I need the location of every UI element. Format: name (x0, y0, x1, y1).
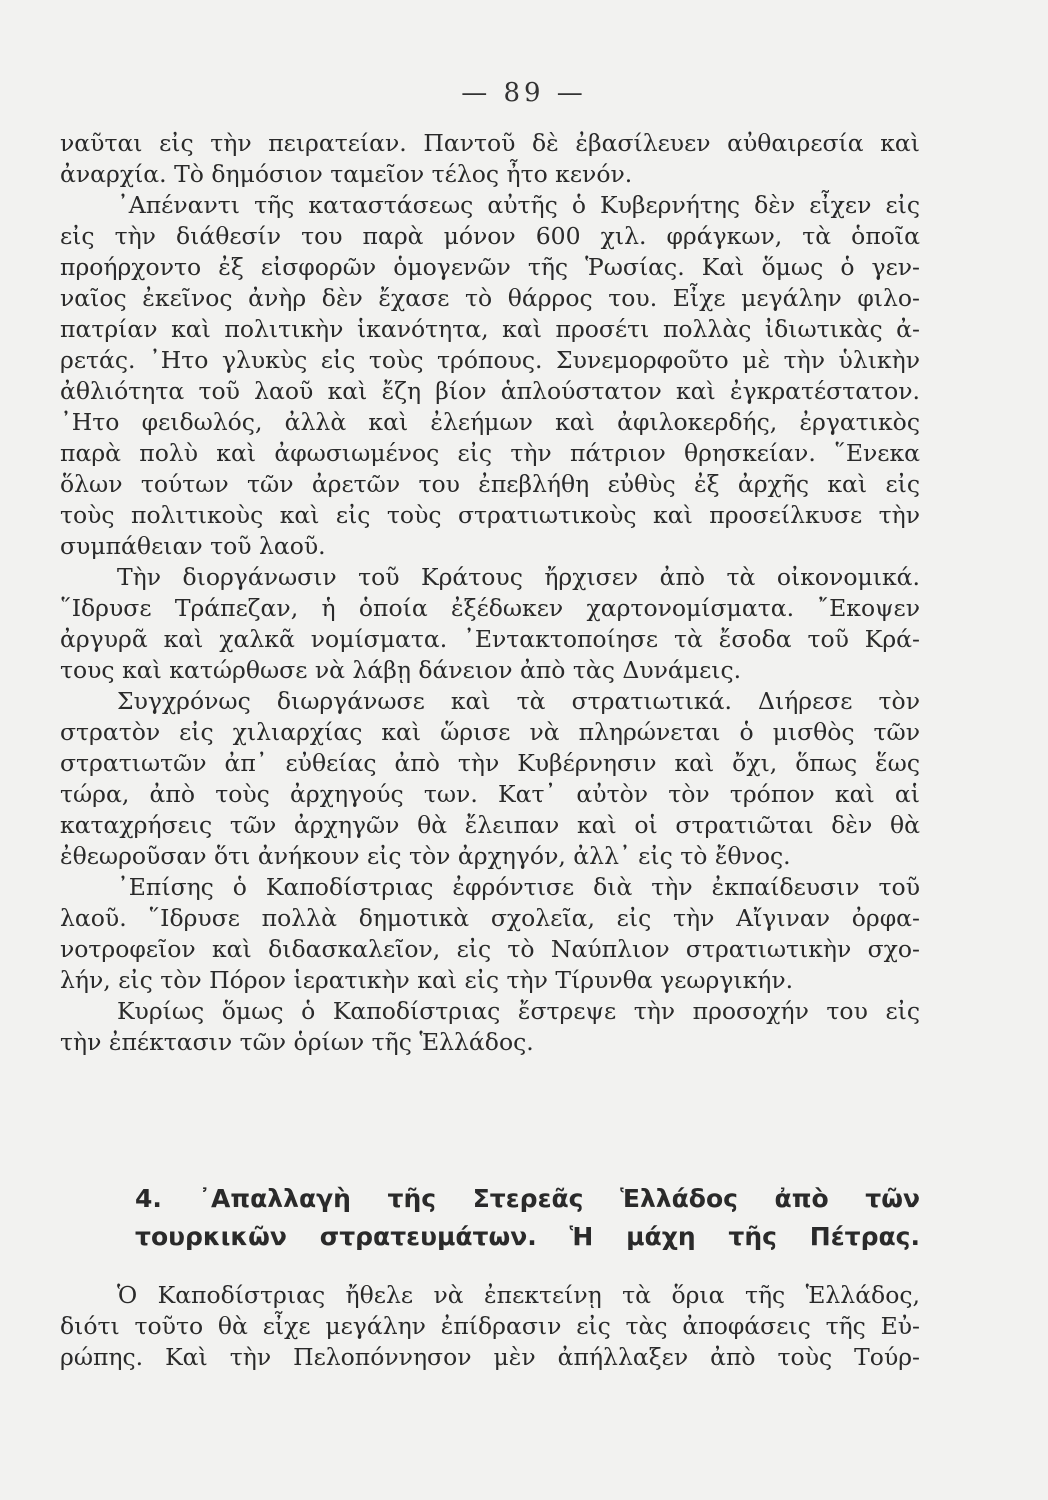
text-line: ἀθλιότητα τοῦ λαοῦ καὶ ἔζη βίον ἁπλούστατον καὶ ἐγκρατέστατον. (60, 377, 920, 405)
text-line: ρετάς. ᾿Ητο γλυκὺς εἰς τοὺς τρόπους. Συνεμορφοῦτο μὲ τὴν ὑλικὴν (60, 346, 920, 374)
text-line: στρατιωτῶν ἀπ᾿ εὐθείας ἀπὸ τὴν Κυβέρνησιν καὶ ὄχι, ὅπως ἕως (60, 749, 920, 777)
text-line: ᾿Επίσης ὁ Καποδίστριας ἐφρόντισε διὰ τὴν ἐκπαίδευσιν τοῦ (117, 873, 920, 901)
text-line: τώρα, ἀπὸ τοὺς ἀρχηγούς των. Κατ᾿ αὐτὸν τὸν τρόπον καὶ αἱ (60, 780, 920, 808)
text-line: εἰς τὴν διάθεσίν του παρὰ μόνον 600 χιλ. φράγκων, τὰ ὁποῖα (60, 222, 920, 250)
text-line: λαοῦ. ῞Ιδρυσε πολλὰ δημοτικὰ σχολεῖα, εἰς τὴν Αἴγιναν ὀρφα- (60, 904, 920, 932)
text-line: πατρίαν καὶ πολιτικὴν ἱκανότητα, καὶ προσέτι πολλὰς ἰδιωτικὰς ἀ- (60, 315, 920, 343)
page-number: — 89 — (461, 78, 587, 108)
text-line: τὴν ἐπέκτασιν τῶν ὁρίων τῆς Ἑλλάδος. (60, 1028, 534, 1056)
text-line: ἐθεωροῦσαν ὅτι ἀνήκουν εἰς τὸν ἀρχηγόν, ἀλλ᾿ εἰς τὸ ἔθνος. (60, 842, 791, 870)
body-text (60, 128, 920, 1058)
text-line: ᾿Ητο φειδωλός, ἀλλὰ καὶ ἐλεήμων καὶ ἀφιλοκερδής, ἐργατικὸς (60, 408, 920, 436)
text-line: λήν, εἰς τὸν Πόρον ἱερατικὴν καὶ εἰς τὴν Τίρυνθα γεωργικήν. (60, 966, 794, 994)
text-line: ρώπης. Καὶ τὴν Πελοπόννησον μὲν ἀπήλλαξεν ἀπὸ τοὺς Τούρ- (60, 1343, 920, 1371)
text-line: Τὴν διοργάνωσιν τοῦ Κράτους ἤρχισεν ἀπὸ τὰ οἰκονομικά. (117, 563, 920, 591)
text-line: Συγχρόνως διωργάνωσε καὶ τὰ στρατιωτικά. Διήρεσε τὸν (117, 687, 920, 715)
text-line: καταχρήσεις τῶν ἀρχηγῶν θὰ ἔλειπαν καὶ οἱ στρατιῶται δὲν θὰ (60, 811, 920, 839)
text-line: ὅλων τούτων τῶν ἀρετῶν του ἐπεβλήθη εὐθὺς ἐξ ἀρχῆς καὶ εἰς (60, 470, 920, 498)
text-line: συμπάθειαν τοῦ λαοῦ. (60, 532, 326, 560)
text-line: Κυρίως ὅμως ὁ Καποδίστριας ἔστρεψε τὴν προσοχήν του εἰς (117, 997, 920, 1025)
section-text (60, 1280, 920, 1373)
text-line: Ὁ Καποδίστριας ἤθελε νὰ ἐπεκτείνῃ τὰ ὅρια τῆς Ἑλλάδος, (117, 1281, 920, 1309)
text-line: ναῖος ἐκεῖνος ἀνὴρ δὲν ἔχασε τὸ θάρρος του. Εἶχε μεγάλην φιλο- (60, 284, 920, 312)
heading-line: τουρκικῶν στρατευμάτων. Ἡ μάχη τῆς Πέτρας. (135, 1222, 920, 1251)
heading-line: 4. ᾿Απαλλαγὴ τῆς Στερεᾶς Ἑλλάδος ἀπὸ τῶν (135, 1184, 920, 1213)
text-line: τους καὶ κατώρθωσε νὰ λάβῃ δάνειον ἀπὸ τὰς Δυνάμεις. (60, 656, 742, 684)
section-heading (60, 1180, 920, 1256)
text-line: διότι τοῦτο θὰ εἶχε μεγάλην ἐπίδρασιν εἰς τὰς ἀποφάσεις τῆς Εὐ- (60, 1312, 920, 1340)
text-line: τοὺς πολιτικοὺς καὶ εἰς τοὺς στρατιωτικοὺς καὶ προσείλκυσε τὴν (60, 501, 920, 529)
text-line: ῞Ιδρυσε Τράπεζαν, ἡ ὁποία ἐξέδωκεν χαρτονομίσματα. ῎Εκοψεν (60, 594, 920, 622)
text-line: ᾿Απέναντι τῆς καταστάσεως αὐτῆς ὁ Κυβερνήτης δὲν εἶχεν εἰς (117, 191, 920, 219)
text-line: ναῦται εἰς τὴν πειρατείαν. Παντοῦ δὲ ἐβασίλευεν αὐθαιρεσία καὶ (60, 129, 920, 157)
text-line: ἀναρχία. Τὸ δημόσιον ταμεῖον τέλος ἦτο κενόν. (60, 160, 633, 188)
text-line: στρατὸν εἰς χιλιαρχίας καὶ ὥρισε νὰ πληρώνεται ὁ μισθὸς τῶν (60, 718, 920, 746)
text-line: παρὰ πολὺ καὶ ἀφωσιωμένος εἰς τὴν πάτριον θρησκείαν. ῞Ενεκα (60, 439, 920, 467)
text-line: ἀργυρᾶ καὶ χαλκᾶ νομίσματα. ᾿Εντακτοποίησε τὰ ἔσοδα τοῦ Κρά- (60, 625, 920, 653)
text-line: προήρχοντο ἐξ εἰσφορῶν ὁμογενῶν τῆς Ῥωσίας. Καὶ ὅμως ὁ γεν- (60, 253, 920, 281)
text-line: νοτροφεῖον καὶ διδασκαλεῖον, εἰς τὸ Ναύπλιον στρατιωτικὴν σχο- (60, 935, 920, 963)
